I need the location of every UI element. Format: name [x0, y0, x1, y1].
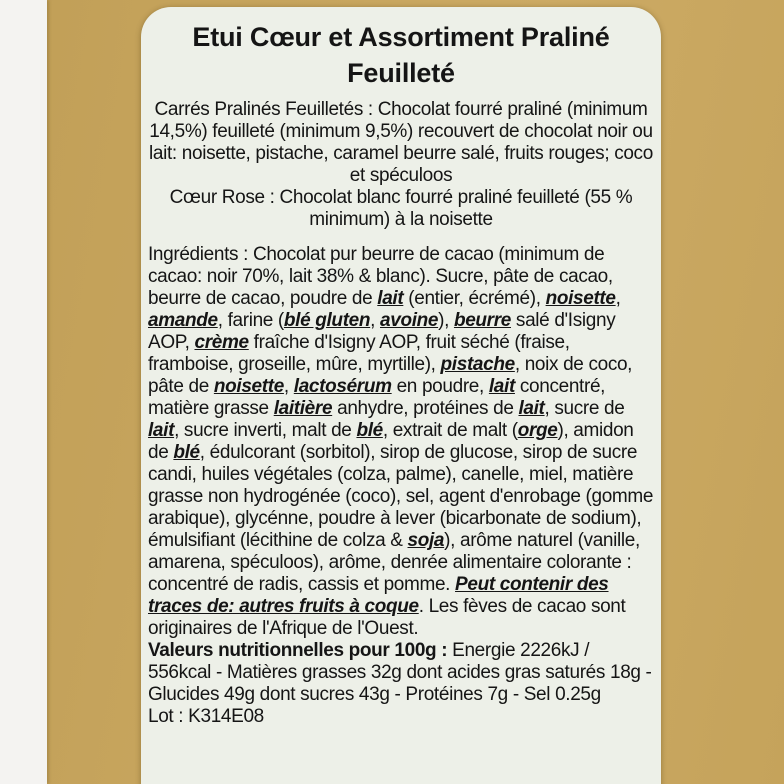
nutrition-paragraph: Valeurs nutritionnelles pour 100g : Energie 2226kJ / 556kcal - Matières grasses 32g dont acides gras saturés 18g - Glucides 49g dont sucres 43g - Protéines 7g - Sel 0.25g	[148, 640, 652, 705]
product-title: Etui Cœur et Assortiment Praliné Feuilleté	[192, 22, 610, 88]
lot-number: Lot : K314E08	[148, 706, 264, 727]
left-white-strip	[0, 0, 47, 784]
ingredients-paragraph: Ingrédients : Chocolat pur beurre de cacao (minimum de cacao: noir 70%, lait 38% & blanc). Sucre, pâte de cacao, beurre de cacao, poudre de lait (entier, écrémé), noisette, amande, farine (blé gluten, avoine), beurre salé d'Isigny AOP, crème fraîche d'Isigny AOP, fruit séché (fraise, framboise, groseille, mûre, myrtille), pistache, noix de coco, pâte de noisette, lactosérum en poudre, lait concentré, matière grasse laitière anhydre, protéines de lait, sucre de lait, sucre inverti, malt de blé, extrait de malt (orge), amidon de blé, édulcorant (sorbitol), sirop de glucose, sirop de sucre candi, huiles végétales (colza, palme), canelle, miel, matière grasse non hydrogénée (coco), sel, agent d'enrobage (gomme arabique), glycénne, poudre à lever (bicarbonate de sodium), émulsifiant (lécithine de colza & soja), arôme naturel (vanille, amarena, spéculoos), arôme, denrée alimentaire colorante : concentré de radis, cassis et pomme. Peut contenir des traces de: autres fruits à coque. Les fèves de cacao sont originaires de l'Afrique de l'Ouest.	[148, 244, 654, 639]
description-coeur-rose: Cœur Rose : Chocolat blanc fourré praliné feuilleté (55 % minimum) à la noisette	[169, 187, 633, 230]
description-carres-pralines: Carrés Pralinés Feuilletés : Chocolat fourré praliné (minimum 14,5%) feuilleté (minimum 9,5%) recouvert de chocolat noir ou lait: noisette, pistache, caramel beurre salé, fruits rouges; coco et spéculoos	[149, 99, 653, 186]
product-label	[141, 7, 661, 784]
